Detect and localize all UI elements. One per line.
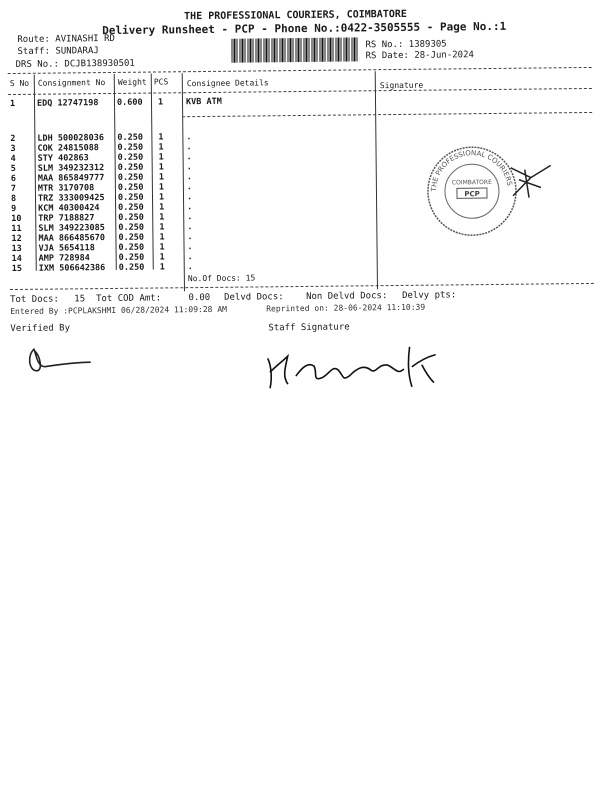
no-of-docs: No.Of Docs: 15 (187, 273, 256, 284)
row-weight: 0.250 (118, 232, 145, 243)
row-consignee-details: . (186, 142, 192, 153)
stamp-inner-text: COIMBATORE (451, 178, 492, 187)
row-sno: 8 (10, 193, 17, 205)
row-sno: 1 (9, 98, 16, 110)
drs-label: DRS No.: (15, 59, 60, 70)
table-row (0, 95, 380, 109)
col-sno: S No (9, 78, 30, 89)
delvd-docs: Delvd Docs: (224, 292, 284, 303)
row-sno: 12 (11, 233, 22, 245)
row-consignee-details: . (186, 152, 192, 163)
row-weight: 0.250 (117, 182, 144, 193)
staff-label: Staff: (17, 46, 51, 57)
entered-by: Entered By :PCPLAKSHMI 06/28/2024 11:09:28 AM (10, 304, 227, 317)
row-pcs: 1 (159, 242, 165, 253)
row-sno: 14 (11, 253, 22, 265)
row-rule (182, 112, 592, 117)
tot-cod-value: 0.00 (188, 292, 211, 304)
delvy-pts: Delvy pts: (402, 290, 457, 301)
verified-by-label: Verified By (10, 323, 71, 335)
row-sno: 13 (11, 243, 22, 255)
row-consignee-details: . (187, 212, 193, 223)
row-consignment-no: LDH 500028036 (37, 133, 104, 144)
row-consignment-no: EDQ 12747198 (36, 98, 99, 109)
reprinted-on: Reprinted on: 28-06-2024 11:10:39 (266, 302, 426, 314)
drs-line (16, 59, 135, 70)
row-sno: 9 (11, 203, 17, 215)
barcode (231, 37, 359, 62)
row-consignment-no: MAA 865849777 (37, 173, 105, 184)
staff-signature (257, 334, 458, 396)
staff-value: SUNDARAJ (55, 46, 99, 57)
row-consignment-no: KCM 40300424 (38, 203, 100, 214)
row-weight: 0.250 (117, 192, 144, 203)
row-consignment-no: IXM 506642386 (38, 263, 106, 274)
row-pcs: 1 (157, 97, 164, 108)
non-delvd-docs: Non Delvd Docs: (306, 291, 388, 302)
row-consignee-details: . (186, 162, 192, 173)
row-consignment-no: TRP 7188827 (38, 213, 95, 224)
row-sno: 3 (10, 143, 16, 155)
runsheet-subtitle: Delivery Runsheet - PCP - Phone No.:0422-3505555 - Page No.:1 (102, 19, 507, 38)
col-consignment: Consignment No (37, 78, 106, 88)
route-label: Route: (17, 34, 50, 45)
col-signature: Signature (379, 80, 424, 91)
row-weight: 0.250 (118, 212, 144, 223)
tot-docs-label: Tot Docs: (10, 294, 59, 306)
row-consignee-details: . (187, 242, 193, 253)
row-weight: 0.250 (117, 172, 144, 183)
row-consignment-no: AMP 728984 (38, 253, 90, 264)
row-consignment-no: SLM 349232312 (37, 163, 105, 174)
row-pcs: 1 (159, 252, 165, 263)
rs-date: RS Date: 28-Jun-2024 (365, 50, 474, 62)
row-consignee-details: . (187, 252, 193, 263)
row-pcs: 1 (158, 172, 164, 183)
row-consignment-no: STY 402863 (37, 153, 89, 164)
row-weight: 0.250 (117, 132, 144, 143)
row-pcs: 1 (158, 182, 165, 193)
col-weight: Weight (117, 77, 147, 87)
row-consignment-no: COK 24815088 (37, 143, 99, 154)
tot-cod (96, 293, 210, 304)
row-sno: 2 (10, 133, 16, 145)
row-sno: 11 (11, 223, 22, 235)
row-consignee-details: . (187, 202, 193, 213)
drs-value: DCJB138930501 (64, 58, 135, 70)
row-pcs: 1 (158, 132, 164, 143)
row-weight: 0.250 (118, 262, 145, 273)
row-weight: 0.250 (118, 252, 145, 263)
stamp-ring-text: THE PROFESSIONAL COURIERS (429, 149, 514, 192)
row-pcs: 1 (158, 192, 165, 203)
row-weight: 0.250 (118, 222, 144, 233)
row-consignee-details: . (187, 222, 193, 233)
tot-cod-label: Tot COD Amt: (96, 293, 162, 305)
table-header-rule (8, 88, 592, 95)
col-pcs: PCS (153, 77, 169, 87)
row-weight: 0.600 (116, 97, 143, 108)
row-consignee-details: . (186, 132, 192, 143)
route-value: AVINASHI RD (55, 33, 115, 45)
company-name: THE PROFESSIONAL COURIERS, COIMBATORE (184, 8, 407, 23)
staff-signature-label: Staff Signature (268, 322, 350, 334)
tot-docs-value: 15 (74, 294, 86, 305)
route-line (17, 34, 115, 45)
tot-docs (10, 294, 85, 305)
row-sno: 10 (11, 213, 22, 225)
staff-line (17, 46, 98, 57)
row-weight: 0.250 (117, 142, 144, 153)
row-pcs: 1 (158, 142, 164, 153)
row-consignee-details: . (186, 172, 192, 183)
row-consignment-no: TRZ 333009425 (37, 193, 105, 204)
row-pcs: 1 (159, 232, 165, 243)
row-sno: 4 (10, 153, 16, 165)
rs-number: RS No.: 1389305 (365, 39, 447, 51)
row-consignee-details: . (187, 232, 193, 243)
verified-signature (23, 340, 98, 381)
row-weight: 0.250 (117, 152, 144, 163)
row-consignment-no: VJA 5654118 (38, 243, 95, 254)
row-consignment-no: SLM 349223085 (38, 223, 105, 234)
row-pcs: 1 (158, 152, 164, 163)
stamp-code: PCP (464, 190, 480, 199)
row-weight: 0.250 (118, 242, 145, 253)
col-consignee: Consignee Details (186, 78, 269, 89)
row-sno: 6 (10, 173, 16, 185)
row-consignee-details: . (187, 262, 193, 273)
row-sno: 5 (10, 163, 16, 175)
row-pcs: 1 (159, 262, 165, 273)
delivery-mark (501, 157, 562, 208)
row-consignee-details: KVB ATM (185, 96, 222, 108)
row-pcs: 1 (159, 202, 165, 213)
row-consignee-details: . (186, 192, 193, 203)
row-weight: 0.250 (117, 162, 144, 173)
row-pcs: 1 (158, 162, 164, 173)
row-pcs: 1 (159, 212, 165, 223)
row-pcs: 1 (159, 222, 165, 233)
row-consignment-no: MAA 866485670 (38, 233, 106, 244)
row-sno: 15 (11, 263, 23, 275)
row-weight: 0.250 (118, 202, 144, 213)
row-consignment-no: MTR 3170708 (37, 183, 95, 194)
row-consignee-details: . (186, 182, 193, 193)
row-sno: 7 (10, 183, 17, 195)
table-bottom-rule (10, 283, 594, 290)
